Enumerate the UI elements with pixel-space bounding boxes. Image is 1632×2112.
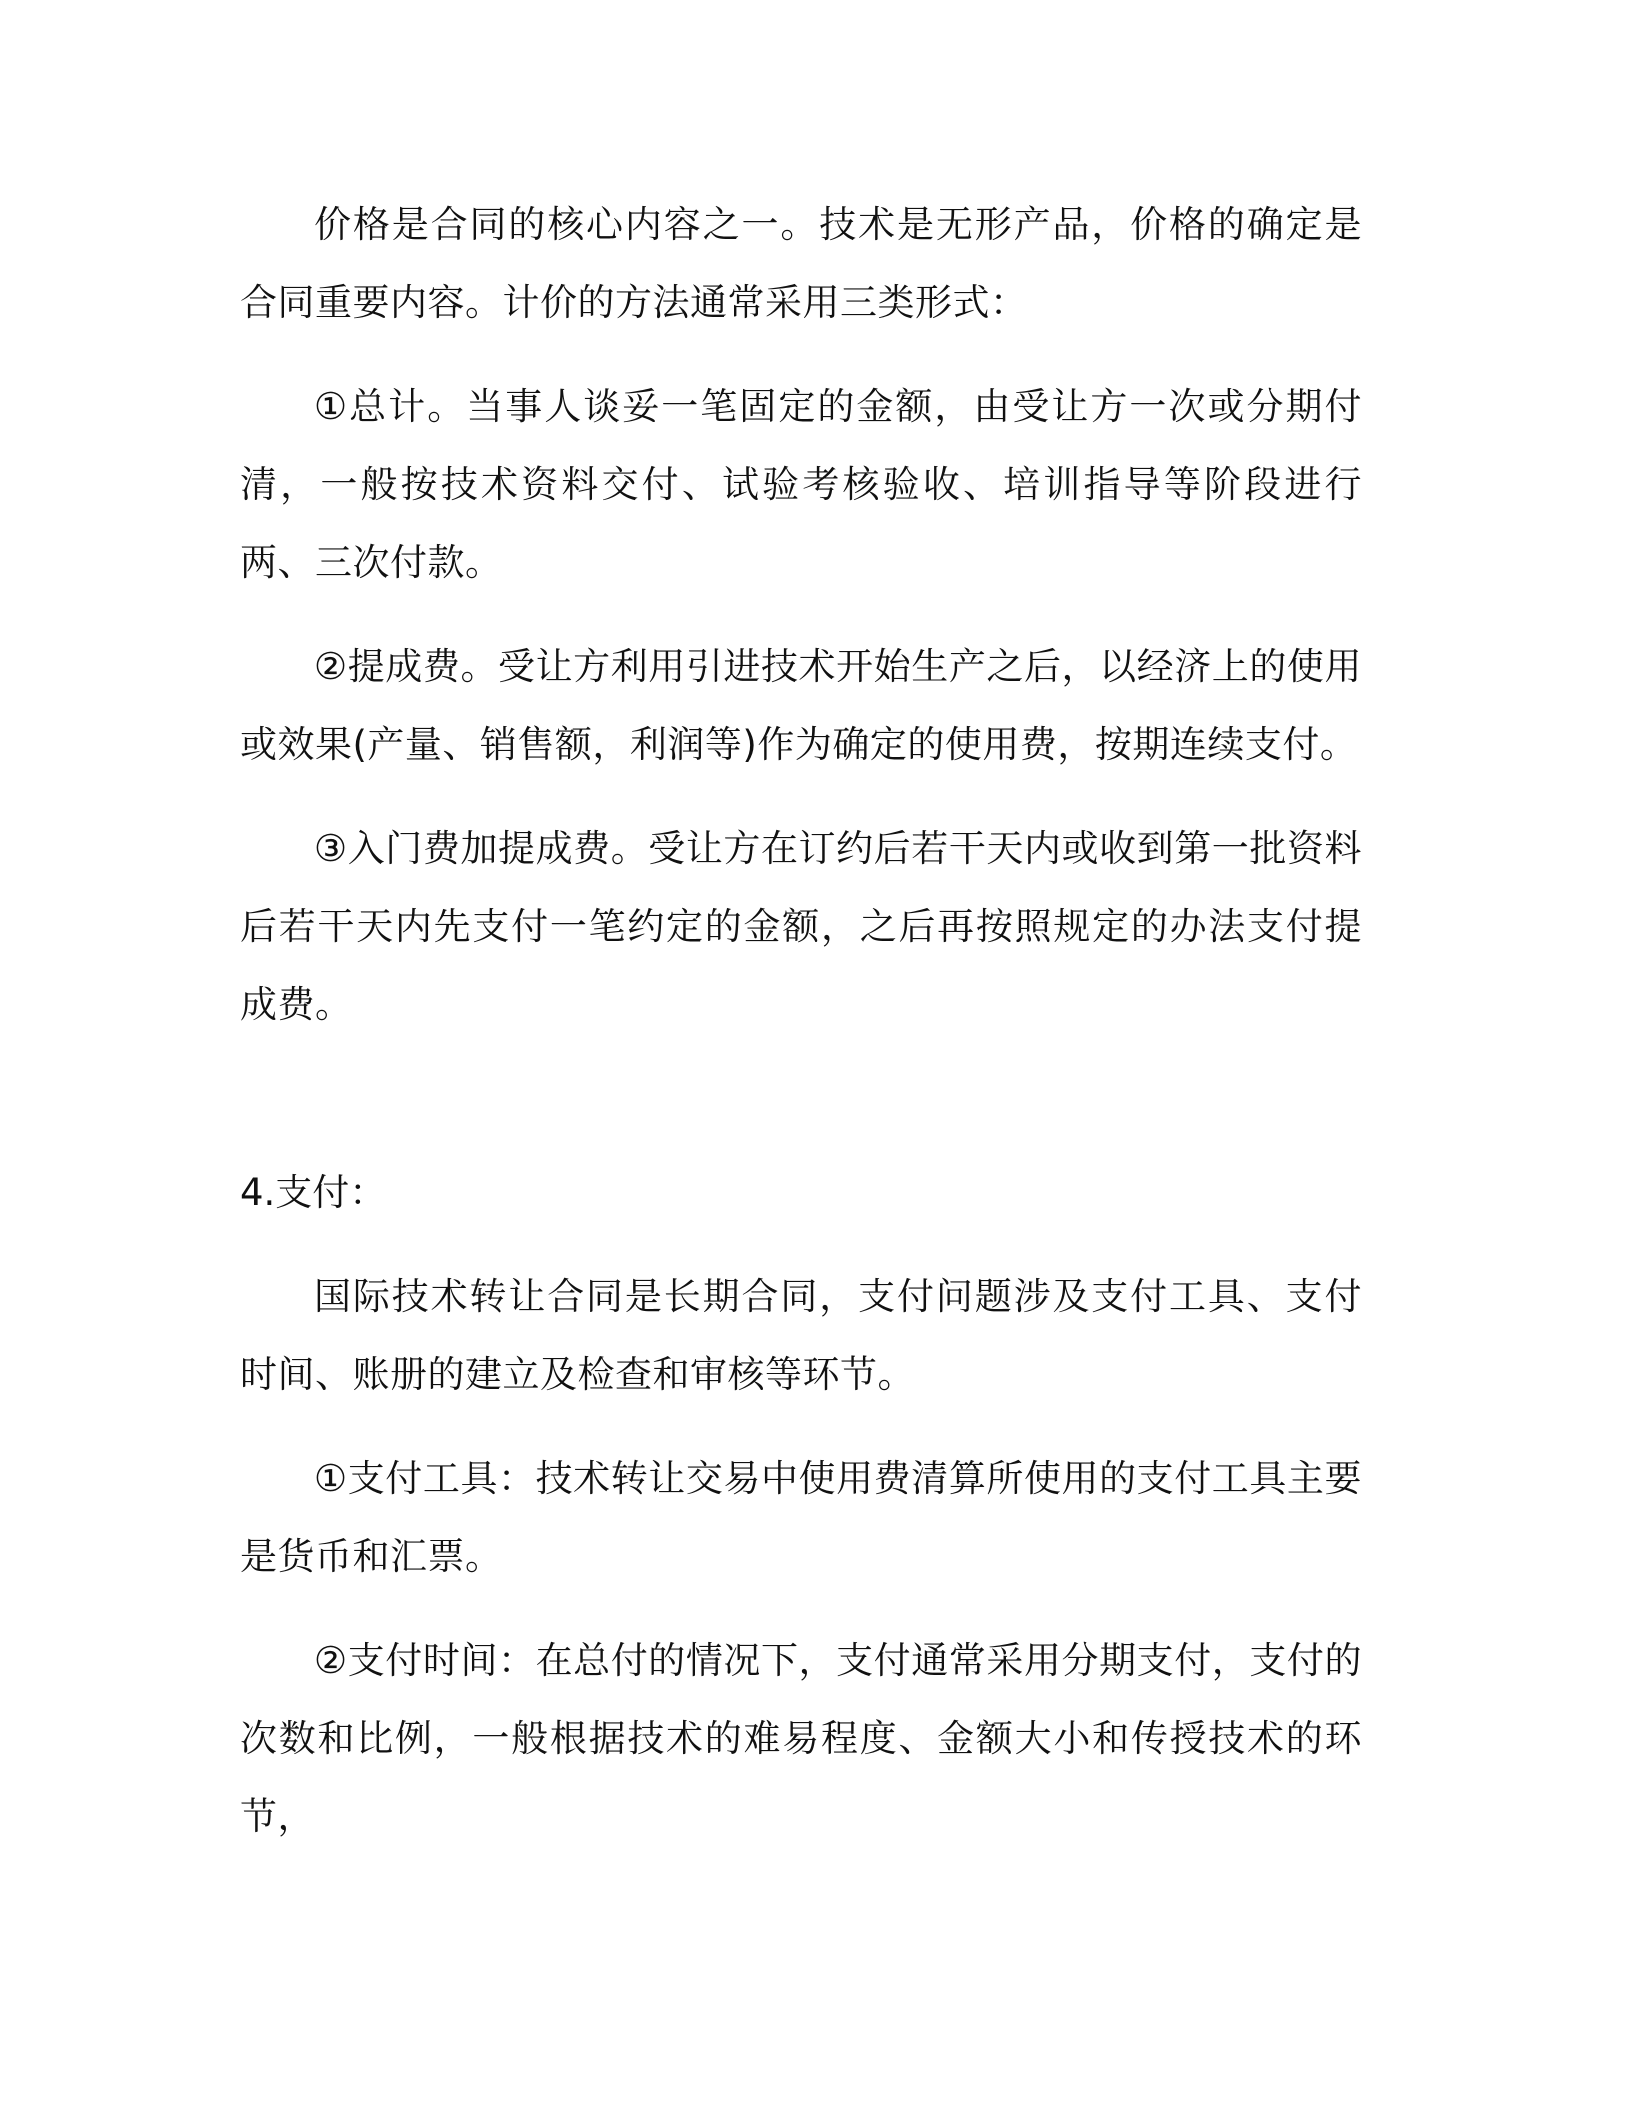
paragraph-payment-time: ②支付时间：在总付的情况下，支付通常采用分期支付，支付的次数和比例，一般根据技术的难易程度、金额大小和传授技术的环节，: [240, 1639, 1362, 1838]
paragraph-price-intro: 价格是合同的核心内容之一。技术是无形产品，价格的确定是合同重要内容。计价的方法通常采用三类形式：: [240, 203, 1362, 324]
document-body: [240, 186, 1362, 1856]
paragraph-royalty: ②提成费。受让方利用引进技术开始生产之后，以经济上的使用或效果(产量、销售额，利润等)作为确定的使用费，按期连续支付。: [240, 645, 1362, 766]
paragraph-initial-fee-plus-royalty: ③入门费加提成费。受让方在订约后若干天内或收到第一批资料后若干天内先支付一笔约定的金额，之后再按照规定的办法支付提成费。: [240, 827, 1362, 1026]
paragraph-payment-intro: 国际技术转让合同是长期合同，支付问题涉及支付工具、支付时间、账册的建立及检查和审核等环节。: [240, 1275, 1362, 1396]
paragraph-payment-instrument: ①支付工具：技术转让交易中使用费清算所使用的支付工具主要是货币和汇票。: [240, 1457, 1362, 1578]
section-heading-payment: 4.支付：: [240, 1171, 387, 1214]
paragraph-lump-sum: ①总计。当事人谈妥一笔固定的金额，由受让方一次或分期付清，一般按技术资料交付、试验考核验收、培训指导等阶段进行两、三次付款。: [240, 385, 1362, 584]
